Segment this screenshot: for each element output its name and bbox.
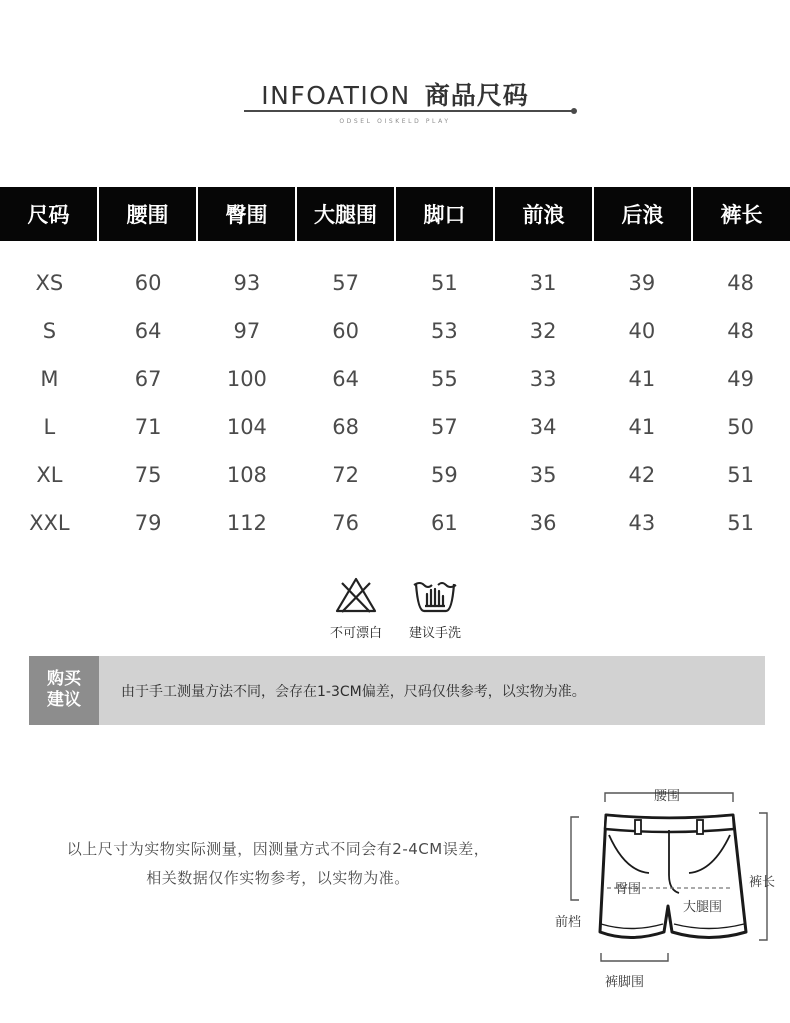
measure-cell: 57 [431,415,458,439]
measure-cell: 41 [628,367,656,391]
measure-cell: 79 [134,511,162,535]
measure-cell: 59 [431,463,458,487]
size-cell: L [43,415,56,439]
title-english: INFOATION [261,81,411,110]
measure-cell: 64 [332,367,359,391]
hand-wash-label: 建议手洗 [408,626,461,641]
size-table-header [0,187,790,241]
measure-cell: 108 [226,463,267,487]
measure-cell: 75 [134,463,162,487]
measure-cell: 60 [134,271,162,295]
measure-cell: 33 [529,367,557,391]
measure-cell: 43 [628,511,656,535]
title-chinese: 商品尺码 [424,81,529,110]
measure-cell: 31 [529,271,557,295]
measure-cell: 36 [529,511,557,535]
size-cell: XS [35,271,64,295]
column-header: 脚口 [396,187,495,241]
purchase-advice [29,656,765,725]
measure-cell: 41 [628,415,656,439]
note-line1: 以上尺寸为实物实际测量，因测量方式不同会有2-4CM误差， [66,840,490,858]
measure-cell: 39 [628,271,656,295]
no-bleach-icon [333,576,379,614]
title-divider [244,110,574,112]
measure-cell: 48 [727,271,754,295]
advice-tag-line1: 购买 [47,669,81,689]
size-cell: XL [36,463,63,487]
measure-cell: 48 [727,319,754,343]
diagram-label-waist: 腰围 [654,789,681,804]
measure-cell: 60 [332,319,359,343]
page-title [0,76,790,112]
measure-cell: 67 [134,367,162,391]
measure-cell: 112 [226,511,267,535]
measure-cell: 55 [431,367,458,391]
measure-cell: 35 [529,463,557,487]
diagram-label-leg-opening: 裤脚围 [605,975,645,990]
measure-cell: 51 [727,463,754,487]
table-row [0,307,790,355]
table-row [0,451,790,499]
column-header: 腰围 [99,187,198,241]
column-header: 臀围 [198,187,297,241]
column-header: 大腿围 [297,187,396,241]
measure-cell: 51 [431,271,458,295]
size-table-body [0,259,790,547]
shorts-measurement-diagram [545,775,785,990]
measure-cell: 32 [529,319,557,343]
size-cell: M [40,367,59,391]
size-cell: S [42,319,57,343]
column-header: 前浪 [495,187,594,241]
table-row [0,355,790,403]
measurement-note [18,835,538,893]
advice-tag-line2: 建议 [47,690,81,710]
measure-cell: 64 [134,319,162,343]
measure-cell: 97 [233,319,261,343]
table-row [0,499,790,547]
diagram-label-front-rise: 前档 [555,915,582,930]
table-row [0,403,790,451]
measure-cell: 72 [332,463,359,487]
table-row [0,259,790,307]
measure-cell: 40 [628,319,656,343]
measure-cell: 53 [431,319,458,343]
column-header: 尺码 [0,187,99,241]
measure-cell: 42 [628,463,656,487]
no-bleach-label: 不可漂白 [329,626,382,641]
advice-tag [29,656,99,725]
measure-cell: 68 [332,415,359,439]
measure-cell: 57 [332,271,359,295]
size-cell: XXL [29,511,70,535]
measure-cell: 71 [134,415,162,439]
measure-cell: 104 [226,415,267,439]
hand-wash-icon [412,576,458,614]
measure-cell: 51 [727,511,754,535]
diagram-label-hip: 臀围 [615,882,642,897]
diagram-label-thigh: 大腿围 [683,900,723,915]
measure-cell: 100 [226,367,267,391]
note-line2: 相关数据仅作实物参考，以实物为准。 [146,869,410,887]
care-hand-wash [390,576,480,641]
column-header: 裤长 [720,203,763,227]
advice-text: 由于手工测量方法不同，会存在1-3CM偏差，尺码仅供参考，以实物为准。 [121,684,586,700]
page-subtitle: ODSEL OISKELD PLAY [339,118,451,125]
care-no-bleach [311,576,401,641]
measure-cell: 50 [727,415,754,439]
measure-cell: 49 [727,367,754,391]
measure-cell: 34 [529,415,557,439]
measure-cell: 93 [233,271,261,295]
measure-cell: 61 [431,511,458,535]
diagram-label-length: 裤长 [749,875,776,890]
page-header [0,70,790,130]
column-header: 后浪 [594,187,693,241]
measure-cell: 76 [332,511,359,535]
